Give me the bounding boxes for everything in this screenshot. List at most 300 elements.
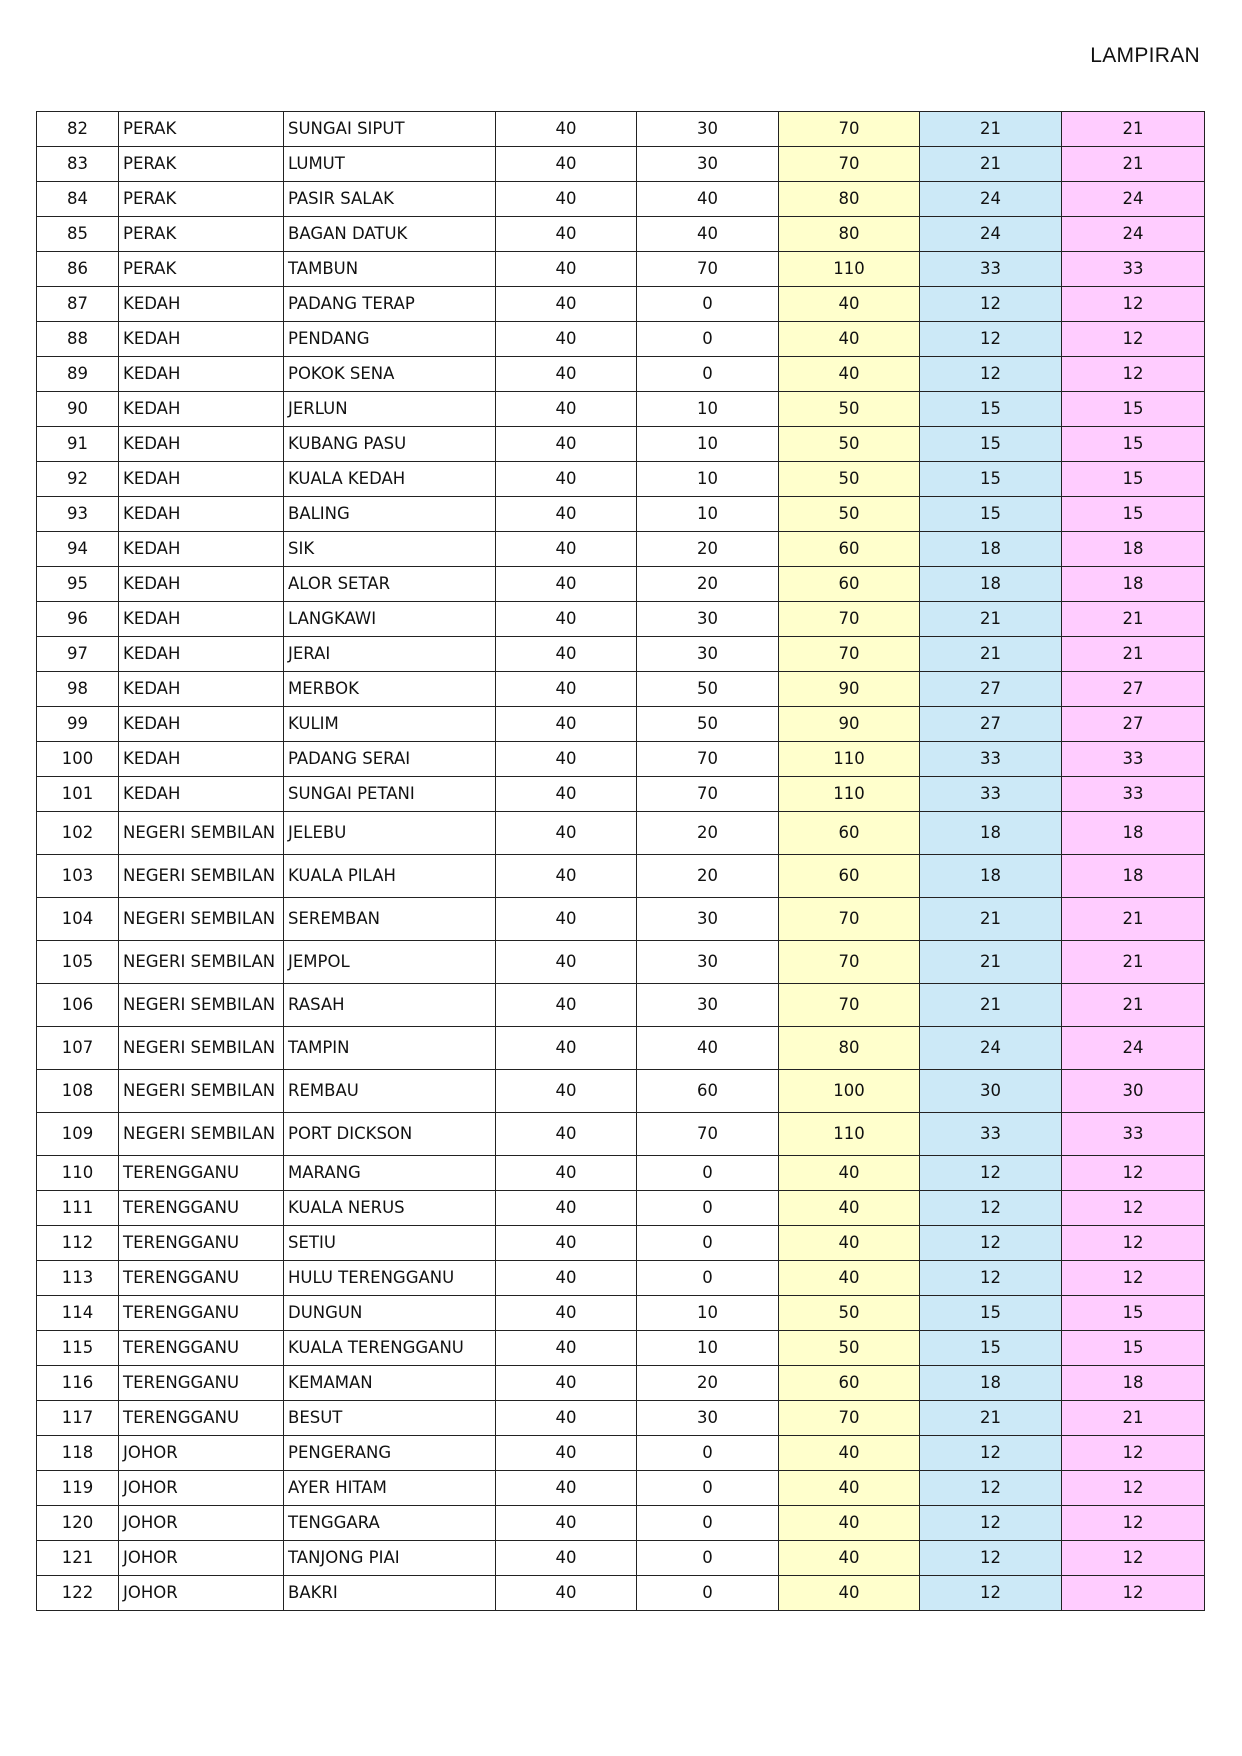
additional-value-cell: 30 [637, 941, 779, 984]
additional-value-cell: 10 [637, 1296, 779, 1331]
allocation-b-cell: 12 [1062, 287, 1205, 322]
table-row [37, 392, 1205, 427]
total-value-cell: 40 [779, 1471, 920, 1506]
total-value-cell: 110 [779, 742, 920, 777]
row-number-cell: 84 [37, 182, 119, 217]
allocation-a-cell: 27 [920, 672, 1062, 707]
table-row [37, 1366, 1205, 1401]
additional-value-cell: 30 [637, 898, 779, 941]
state-cell: JOHOR [119, 1576, 284, 1611]
allocation-a-cell: 18 [920, 532, 1062, 567]
base-value-cell: 40 [496, 898, 637, 941]
allocation-a-cell: 27 [920, 707, 1062, 742]
table-row [37, 742, 1205, 777]
state-cell: PERAK [119, 112, 284, 147]
additional-value-cell: 30 [637, 147, 779, 182]
state-cell: PERAK [119, 147, 284, 182]
allocation-a-cell: 15 [920, 392, 1062, 427]
total-value-cell: 110 [779, 1113, 920, 1156]
row-number-cell: 89 [37, 357, 119, 392]
allocation-b-cell: 12 [1062, 1471, 1205, 1506]
district-cell: PASIR SALAK [284, 182, 496, 217]
base-value-cell: 40 [496, 1401, 637, 1436]
base-value-cell: 40 [496, 497, 637, 532]
total-value-cell: 70 [779, 147, 920, 182]
allocation-b-cell: 12 [1062, 1436, 1205, 1471]
table-row [37, 898, 1205, 941]
district-cell: SUNGAI PETANI [284, 777, 496, 812]
district-cell: HULU TERENGGANU [284, 1261, 496, 1296]
district-cell: RASAH [284, 984, 496, 1027]
base-value-cell: 40 [496, 1471, 637, 1506]
allocation-a-cell: 12 [920, 1436, 1062, 1471]
allocation-b-cell: 21 [1062, 898, 1205, 941]
state-cell: NEGERI SEMBILAN [119, 941, 284, 984]
district-cell: KEMAMAN [284, 1366, 496, 1401]
total-value-cell: 40 [779, 1576, 920, 1611]
row-number-cell: 103 [37, 855, 119, 898]
table-body [37, 112, 1205, 1611]
table-row [37, 182, 1205, 217]
allocation-b-cell: 12 [1062, 1541, 1205, 1576]
state-cell: TERENGGANU [119, 1191, 284, 1226]
row-number-cell: 107 [37, 1027, 119, 1070]
table-row [37, 941, 1205, 984]
allocation-b-cell: 27 [1062, 672, 1205, 707]
total-value-cell: 50 [779, 427, 920, 462]
state-cell: KEDAH [119, 742, 284, 777]
row-number-cell: 117 [37, 1401, 119, 1436]
district-cell: JEMPOL [284, 941, 496, 984]
allocation-a-cell: 12 [920, 287, 1062, 322]
base-value-cell: 40 [496, 602, 637, 637]
allocation-a-cell: 12 [920, 1576, 1062, 1611]
table-row [37, 1436, 1205, 1471]
total-value-cell: 60 [779, 812, 920, 855]
total-value-cell: 60 [779, 855, 920, 898]
additional-value-cell: 10 [637, 1331, 779, 1366]
district-cell: SIK [284, 532, 496, 567]
allocation-a-cell: 21 [920, 941, 1062, 984]
additional-value-cell: 40 [637, 217, 779, 252]
additional-value-cell: 0 [637, 1226, 779, 1261]
allocation-a-cell: 21 [920, 637, 1062, 672]
state-cell: KEDAH [119, 567, 284, 602]
district-cell: MARANG [284, 1156, 496, 1191]
allocation-b-cell: 18 [1062, 532, 1205, 567]
page-title: LAMPIRAN [1090, 44, 1200, 67]
additional-value-cell: 10 [637, 462, 779, 497]
table-row [37, 532, 1205, 567]
allocation-a-cell: 12 [920, 1471, 1062, 1506]
allocation-b-cell: 27 [1062, 707, 1205, 742]
table-row [37, 1261, 1205, 1296]
state-cell: NEGERI SEMBILAN [119, 855, 284, 898]
district-cell: TAMBUN [284, 252, 496, 287]
allocation-a-cell: 30 [920, 1070, 1062, 1113]
allocation-b-cell: 15 [1062, 1331, 1205, 1366]
additional-value-cell: 30 [637, 637, 779, 672]
base-value-cell: 40 [496, 742, 637, 777]
state-cell: KEDAH [119, 777, 284, 812]
row-number-cell: 118 [37, 1436, 119, 1471]
row-number-cell: 85 [37, 217, 119, 252]
district-cell: SUNGAI SIPUT [284, 112, 496, 147]
total-value-cell: 50 [779, 497, 920, 532]
row-number-cell: 87 [37, 287, 119, 322]
total-value-cell: 90 [779, 707, 920, 742]
total-value-cell: 80 [779, 1027, 920, 1070]
base-value-cell: 40 [496, 1070, 637, 1113]
table-row [37, 427, 1205, 462]
additional-value-cell: 0 [637, 1156, 779, 1191]
state-cell: KEDAH [119, 602, 284, 637]
row-number-cell: 112 [37, 1226, 119, 1261]
row-number-cell: 91 [37, 427, 119, 462]
base-value-cell: 40 [496, 1261, 637, 1296]
total-value-cell: 70 [779, 984, 920, 1027]
district-cell: TENGGARA [284, 1506, 496, 1541]
allocation-a-cell: 18 [920, 1366, 1062, 1401]
total-value-cell: 40 [779, 1261, 920, 1296]
district-cell: JELEBU [284, 812, 496, 855]
additional-value-cell: 0 [637, 1436, 779, 1471]
table-row [37, 812, 1205, 855]
allocation-a-cell: 12 [920, 1261, 1062, 1296]
row-number-cell: 92 [37, 462, 119, 497]
allocation-b-cell: 21 [1062, 602, 1205, 637]
table-row [37, 1156, 1205, 1191]
allocation-b-cell: 12 [1062, 1576, 1205, 1611]
state-cell: KEDAH [119, 637, 284, 672]
allocation-a-cell: 12 [920, 1226, 1062, 1261]
allocation-a-cell: 21 [920, 984, 1062, 1027]
row-number-cell: 95 [37, 567, 119, 602]
allocation-b-cell: 21 [1062, 941, 1205, 984]
state-cell: TERENGGANU [119, 1261, 284, 1296]
additional-value-cell: 40 [637, 182, 779, 217]
total-value-cell: 60 [779, 532, 920, 567]
district-cell: KUALA TERENGGANU [284, 1331, 496, 1366]
total-value-cell: 70 [779, 1401, 920, 1436]
allocation-a-cell: 12 [920, 1191, 1062, 1226]
state-cell: PERAK [119, 182, 284, 217]
total-value-cell: 100 [779, 1070, 920, 1113]
state-cell: NEGERI SEMBILAN [119, 1027, 284, 1070]
total-value-cell: 70 [779, 898, 920, 941]
base-value-cell: 40 [496, 941, 637, 984]
allocation-a-cell: 33 [920, 252, 1062, 287]
district-cell: PORT DICKSON [284, 1113, 496, 1156]
district-cell: PENDANG [284, 322, 496, 357]
state-cell: TERENGGANU [119, 1296, 284, 1331]
base-value-cell: 40 [496, 112, 637, 147]
allocation-b-cell: 12 [1062, 1506, 1205, 1541]
table-row [37, 1191, 1205, 1226]
state-cell: JOHOR [119, 1541, 284, 1576]
allocation-b-cell: 18 [1062, 1366, 1205, 1401]
row-number-cell: 99 [37, 707, 119, 742]
additional-value-cell: 20 [637, 1366, 779, 1401]
allocation-a-cell: 18 [920, 812, 1062, 855]
allocation-b-cell: 33 [1062, 777, 1205, 812]
state-cell: PERAK [119, 217, 284, 252]
row-number-cell: 109 [37, 1113, 119, 1156]
base-value-cell: 40 [496, 707, 637, 742]
allocation-b-cell: 18 [1062, 855, 1205, 898]
table-row [37, 855, 1205, 898]
additional-value-cell: 20 [637, 812, 779, 855]
table-row [37, 1401, 1205, 1436]
total-value-cell: 90 [779, 672, 920, 707]
additional-value-cell: 0 [637, 1576, 779, 1611]
allocation-a-cell: 24 [920, 1027, 1062, 1070]
base-value-cell: 40 [496, 427, 637, 462]
total-value-cell: 70 [779, 602, 920, 637]
additional-value-cell: 0 [637, 1191, 779, 1226]
state-cell: JOHOR [119, 1436, 284, 1471]
allocation-a-cell: 15 [920, 1296, 1062, 1331]
state-cell: PERAK [119, 252, 284, 287]
base-value-cell: 40 [496, 217, 637, 252]
table-row [37, 217, 1205, 252]
district-cell: POKOK SENA [284, 357, 496, 392]
allocation-b-cell: 12 [1062, 322, 1205, 357]
table-row [37, 984, 1205, 1027]
row-number-cell: 96 [37, 602, 119, 637]
row-number-cell: 102 [37, 812, 119, 855]
district-cell: TANJONG PIAI [284, 1541, 496, 1576]
allocation-b-cell: 12 [1062, 1156, 1205, 1191]
table-row [37, 497, 1205, 532]
district-cell: SEREMBAN [284, 898, 496, 941]
table-row [37, 602, 1205, 637]
table-row [37, 1576, 1205, 1611]
allocation-b-cell: 24 [1062, 1027, 1205, 1070]
district-cell: BAGAN DATUK [284, 217, 496, 252]
total-value-cell: 60 [779, 1366, 920, 1401]
state-cell: KEDAH [119, 497, 284, 532]
district-cell: AYER HITAM [284, 1471, 496, 1506]
state-cell: TERENGGANU [119, 1331, 284, 1366]
base-value-cell: 40 [496, 462, 637, 497]
district-cell: PENGERANG [284, 1436, 496, 1471]
total-value-cell: 40 [779, 1226, 920, 1261]
row-number-cell: 90 [37, 392, 119, 427]
allocation-a-cell: 33 [920, 777, 1062, 812]
district-cell: BALING [284, 497, 496, 532]
state-cell: NEGERI SEMBILAN [119, 1113, 284, 1156]
total-value-cell: 40 [779, 1541, 920, 1576]
allocation-b-cell: 15 [1062, 462, 1205, 497]
table-row [37, 112, 1205, 147]
base-value-cell: 40 [496, 287, 637, 322]
state-cell: KEDAH [119, 287, 284, 322]
table-row [37, 567, 1205, 602]
total-value-cell: 80 [779, 217, 920, 252]
additional-value-cell: 30 [637, 984, 779, 1027]
district-cell: DUNGUN [284, 1296, 496, 1331]
total-value-cell: 70 [779, 941, 920, 984]
district-cell: LUMUT [284, 147, 496, 182]
row-number-cell: 93 [37, 497, 119, 532]
base-value-cell: 40 [496, 1506, 637, 1541]
allocation-b-cell: 33 [1062, 742, 1205, 777]
allocation-a-cell: 12 [920, 322, 1062, 357]
state-cell: NEGERI SEMBILAN [119, 812, 284, 855]
table-row [37, 147, 1205, 182]
additional-value-cell: 0 [637, 322, 779, 357]
additional-value-cell: 70 [637, 252, 779, 287]
additional-value-cell: 20 [637, 567, 779, 602]
table-row [37, 1113, 1205, 1156]
base-value-cell: 40 [496, 1113, 637, 1156]
total-value-cell: 40 [779, 1191, 920, 1226]
base-value-cell: 40 [496, 1366, 637, 1401]
allocation-b-cell: 33 [1062, 1113, 1205, 1156]
base-value-cell: 40 [496, 777, 637, 812]
district-cell: KUALA KEDAH [284, 462, 496, 497]
row-number-cell: 104 [37, 898, 119, 941]
total-value-cell: 50 [779, 462, 920, 497]
allocation-b-cell: 18 [1062, 812, 1205, 855]
base-value-cell: 40 [496, 1541, 637, 1576]
additional-value-cell: 0 [637, 1261, 779, 1296]
row-number-cell: 101 [37, 777, 119, 812]
district-cell: MERBOK [284, 672, 496, 707]
state-cell: TERENGGANU [119, 1366, 284, 1401]
allocation-b-cell: 15 [1062, 427, 1205, 462]
total-value-cell: 110 [779, 777, 920, 812]
state-cell: KEDAH [119, 322, 284, 357]
state-cell: TERENGGANU [119, 1156, 284, 1191]
additional-value-cell: 10 [637, 427, 779, 462]
allocation-a-cell: 33 [920, 742, 1062, 777]
additional-value-cell: 30 [637, 1401, 779, 1436]
row-number-cell: 88 [37, 322, 119, 357]
state-cell: KEDAH [119, 672, 284, 707]
state-cell: JOHOR [119, 1471, 284, 1506]
base-value-cell: 40 [496, 322, 637, 357]
row-number-cell: 97 [37, 637, 119, 672]
base-value-cell: 40 [496, 984, 637, 1027]
district-cell: KUALA PILAH [284, 855, 496, 898]
state-cell: TERENGGANU [119, 1226, 284, 1261]
state-cell: NEGERI SEMBILAN [119, 898, 284, 941]
total-value-cell: 50 [779, 392, 920, 427]
base-value-cell: 40 [496, 1296, 637, 1331]
allocation-b-cell: 15 [1062, 1296, 1205, 1331]
allocation-b-cell: 12 [1062, 1261, 1205, 1296]
total-value-cell: 40 [779, 322, 920, 357]
district-cell: ALOR SETAR [284, 567, 496, 602]
state-cell: KEDAH [119, 357, 284, 392]
allocation-b-cell: 12 [1062, 1191, 1205, 1226]
row-number-cell: 122 [37, 1576, 119, 1611]
state-cell: KEDAH [119, 462, 284, 497]
row-number-cell: 86 [37, 252, 119, 287]
total-value-cell: 70 [779, 112, 920, 147]
row-number-cell: 121 [37, 1541, 119, 1576]
allocation-a-cell: 24 [920, 182, 1062, 217]
district-cell: KUALA NERUS [284, 1191, 496, 1226]
total-value-cell: 40 [779, 1436, 920, 1471]
additional-value-cell: 0 [637, 357, 779, 392]
state-cell: TERENGGANU [119, 1401, 284, 1436]
row-number-cell: 108 [37, 1070, 119, 1113]
row-number-cell: 105 [37, 941, 119, 984]
allocation-b-cell: 21 [1062, 147, 1205, 182]
district-cell: BESUT [284, 1401, 496, 1436]
allocation-b-cell: 24 [1062, 217, 1205, 252]
base-value-cell: 40 [496, 855, 637, 898]
allocation-a-cell: 12 [920, 1156, 1062, 1191]
row-number-cell: 115 [37, 1331, 119, 1366]
total-value-cell: 50 [779, 1331, 920, 1366]
row-number-cell: 119 [37, 1471, 119, 1506]
base-value-cell: 40 [496, 1226, 637, 1261]
additional-value-cell: 70 [637, 1113, 779, 1156]
additional-value-cell: 0 [637, 287, 779, 322]
district-cell: JERAI [284, 637, 496, 672]
base-value-cell: 40 [496, 1156, 637, 1191]
base-value-cell: 40 [496, 672, 637, 707]
table-row [37, 707, 1205, 742]
state-cell: NEGERI SEMBILAN [119, 1070, 284, 1113]
allocation-b-cell: 12 [1062, 357, 1205, 392]
district-cell: SETIU [284, 1226, 496, 1261]
additional-value-cell: 50 [637, 672, 779, 707]
district-cell: LANGKAWI [284, 602, 496, 637]
allocation-a-cell: 24 [920, 217, 1062, 252]
table-row [37, 777, 1205, 812]
allocation-a-cell: 15 [920, 462, 1062, 497]
base-value-cell: 40 [496, 252, 637, 287]
district-cell: PADANG SERAI [284, 742, 496, 777]
allocation-a-cell: 21 [920, 147, 1062, 182]
table-row [37, 1471, 1205, 1506]
total-value-cell: 110 [779, 252, 920, 287]
base-value-cell: 40 [496, 1027, 637, 1070]
table-row [37, 672, 1205, 707]
allocation-b-cell: 30 [1062, 1070, 1205, 1113]
allocation-a-cell: 18 [920, 855, 1062, 898]
additional-value-cell: 20 [637, 532, 779, 567]
state-cell: KEDAH [119, 707, 284, 742]
table-row [37, 462, 1205, 497]
base-value-cell: 40 [496, 532, 637, 567]
allocation-b-cell: 33 [1062, 252, 1205, 287]
allocation-b-cell: 15 [1062, 392, 1205, 427]
allocation-a-cell: 21 [920, 602, 1062, 637]
table-row [37, 1226, 1205, 1261]
allocation-a-cell: 18 [920, 567, 1062, 602]
total-value-cell: 40 [779, 1506, 920, 1541]
allocation-b-cell: 21 [1062, 984, 1205, 1027]
base-value-cell: 40 [496, 1191, 637, 1226]
additional-value-cell: 70 [637, 777, 779, 812]
allocation-a-cell: 15 [920, 1331, 1062, 1366]
table-row [37, 357, 1205, 392]
allocation-b-cell: 15 [1062, 497, 1205, 532]
base-value-cell: 40 [496, 812, 637, 855]
additional-value-cell: 30 [637, 602, 779, 637]
allocation-b-cell: 18 [1062, 567, 1205, 602]
base-value-cell: 40 [496, 1436, 637, 1471]
district-cell: PADANG TERAP [284, 287, 496, 322]
additional-value-cell: 0 [637, 1506, 779, 1541]
allocation-a-cell: 15 [920, 497, 1062, 532]
